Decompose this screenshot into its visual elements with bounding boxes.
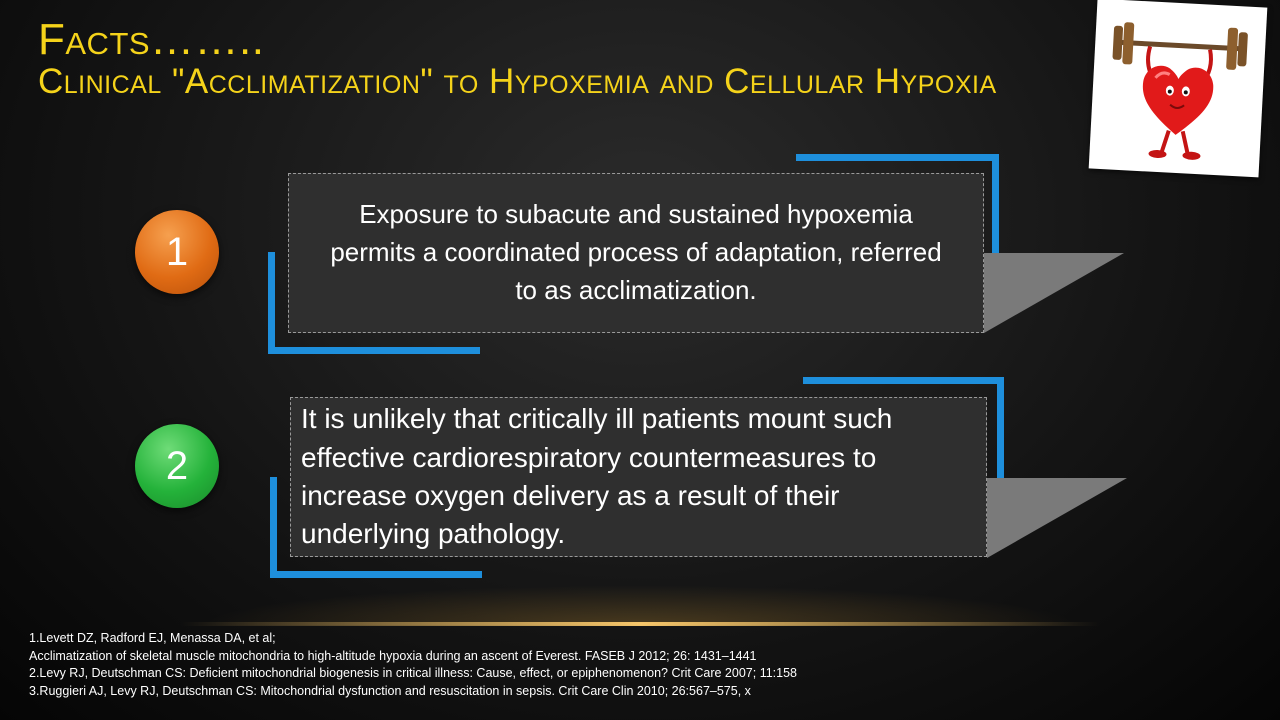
floor-glow [200, 585, 1080, 625]
point-2-text: It is unlikely that critically ill patients mount such effective cardiorespiratory countermeasures to increase oxygen delivery as a result of their underlying pathology. [301, 403, 893, 550]
number-badge-1: 1 [135, 210, 219, 294]
number-badge-2: 2 [135, 424, 219, 508]
heart-lifting-barbell-icon [1089, 0, 1268, 177]
box-shadow-wedge-2 [987, 478, 1129, 558]
point-2-box [290, 397, 987, 557]
reference-line: Acclimatization of skeletal muscle mitochondria to high-altitude hypoxia during an ascent of Everest. FASEB J 2012; 26: 1431–1441 [29, 648, 757, 663]
point-1-box [288, 173, 984, 333]
reference-line: 1.Levett DZ, Radford EJ, Menassa DA, et al; [29, 631, 276, 645]
point-1-text: Exposure to subacute and sustained hypoxemia permits a coordinated process of adaptation, referred to as acclimatization. [330, 199, 942, 305]
references [29, 630, 797, 700]
title-line-1: Facts…….. [38, 15, 265, 64]
reference-line: 3.Ruggieri AJ, Levy RJ, Deutschman CS: Mitochondrial dysfunction and resuscitation in sepsis. Crit Care Clin 2010; 26:567–575, x [29, 683, 751, 698]
slide-title [38, 15, 997, 101]
box-shadow-wedge-1 [984, 253, 1126, 333]
glow-divider [180, 622, 1100, 626]
reference-line: 2.Levy RJ, Deutschman CS: Deficient mitochondrial biogenesis in critical illness: Cause, effect, or epiphenomenon? Crit Care 2007; 11:158 [29, 666, 797, 680]
title-line-2: Clinical "Acclimatization" to Hypoxemia and Cellular Hypoxia [38, 62, 997, 101]
